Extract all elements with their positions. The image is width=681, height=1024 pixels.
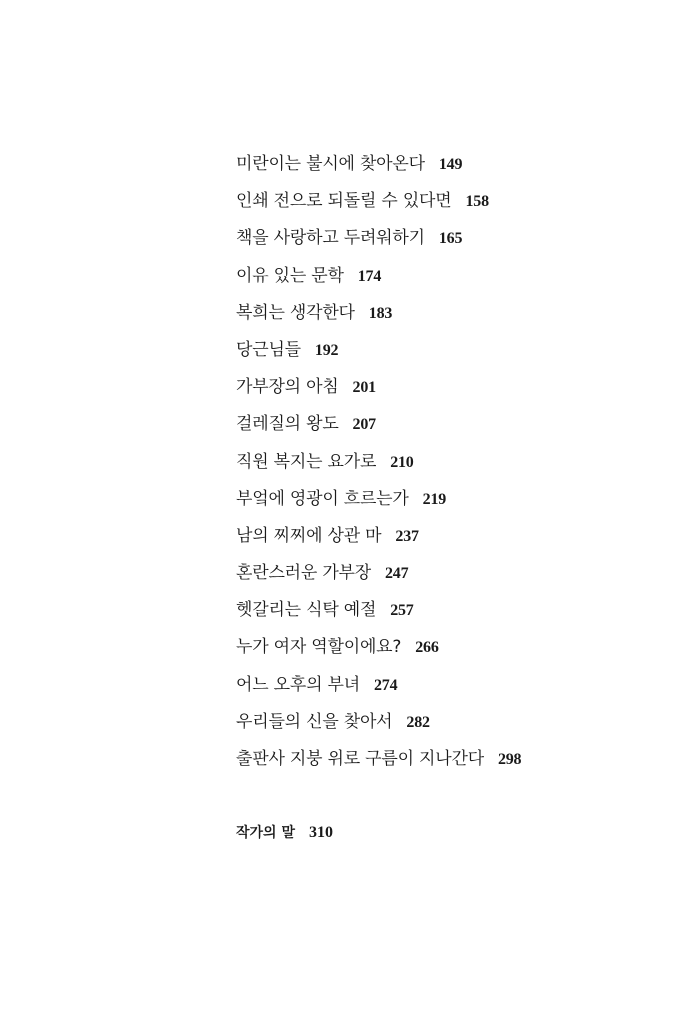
entry-title: 남의 찌찌에 상관 마 <box>236 525 382 546</box>
toc-entry <box>236 633 521 670</box>
entry-title: 복희는 생각한다 <box>236 302 355 323</box>
entry-title: 부엌에 영광이 흐르는가 <box>236 488 409 509</box>
toc-entry <box>236 745 521 782</box>
entry-page-number: 274 <box>373 676 398 694</box>
entry-page-number: 298 <box>497 751 522 768</box>
entry-page-number: 282 <box>406 713 430 731</box>
toc-entry <box>236 410 521 447</box>
toc-entry <box>236 485 521 522</box>
entry-page-number: 149 <box>438 156 463 173</box>
entry-page-number: 237 <box>395 527 419 545</box>
entry-title: 헷갈리는 식탁 예절 <box>236 600 377 621</box>
entry-page-number: 183 <box>368 304 393 322</box>
entry-page-number: 174 <box>357 267 382 285</box>
entry-page-number: 247 <box>384 565 409 583</box>
afterword-entry <box>236 818 333 847</box>
entry-title: 출판사 지붕 위로 구름이 지나간다 <box>236 749 484 769</box>
entry-title: 당근님들 <box>236 339 301 360</box>
toc-entry <box>236 671 521 708</box>
entry-page-number: 266 <box>415 639 439 657</box>
toc-entry <box>236 336 521 373</box>
entry-title: 이유 있는 문학 <box>236 265 344 286</box>
entry-title: 인쇄 전으로 되돌릴 수 있다면 <box>236 191 452 212</box>
entry-page-number: 165 <box>438 230 463 248</box>
toc-entry <box>236 559 521 596</box>
entry-page-number: 192 <box>314 341 339 359</box>
entry-title: 혼란스러운 가부장 <box>236 563 371 584</box>
toc-entry <box>236 596 521 633</box>
afterword-title: 작가의 말 <box>236 825 295 841</box>
entry-title: 직원 복지는 요가로 <box>236 451 377 472</box>
toc-entry <box>236 187 521 224</box>
entry-title: 책을 사랑하고 두려워하기 <box>236 228 425 249</box>
entry-title: 미란이는 불시에 찾아온다 <box>236 154 425 174</box>
entry-page-number: 210 <box>390 453 414 471</box>
toc-entry <box>236 708 521 745</box>
afterword-page-number: 310 <box>308 824 333 841</box>
entry-title: 어느 오후의 부녀 <box>236 674 360 695</box>
entry-title: 걸레질의 왕도 <box>236 414 339 435</box>
toc-entry <box>236 373 521 410</box>
entry-page-number: 158 <box>465 193 489 211</box>
entry-title: 우리들의 신을 찾아서 <box>236 711 393 732</box>
entry-title: 가부장의 아침 <box>236 377 339 398</box>
entry-page-number: 219 <box>422 490 447 508</box>
entry-title: 누가 여자 역할이에요? <box>236 637 402 658</box>
toc-entry <box>236 448 521 485</box>
toc-entry <box>236 262 521 299</box>
toc-entry <box>236 299 521 336</box>
toc-entry <box>236 150 521 187</box>
entry-page-number: 201 <box>352 379 376 397</box>
toc-entry <box>236 224 521 261</box>
entry-page-number: 207 <box>352 416 376 434</box>
entry-page-number: 257 <box>390 602 414 620</box>
toc-entry <box>236 522 521 559</box>
table-of-contents <box>236 150 521 782</box>
